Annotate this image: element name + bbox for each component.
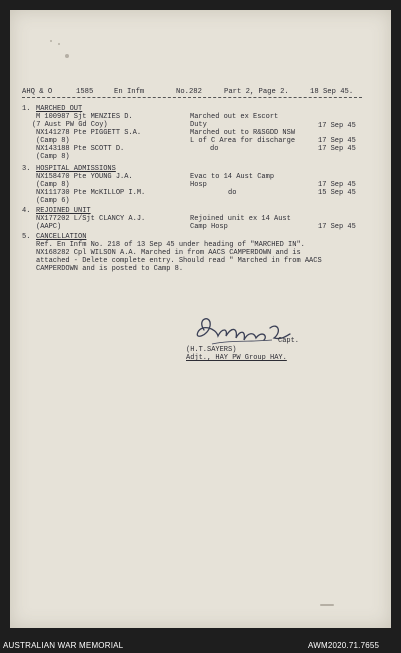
entry-line: (Camp 8) [36, 181, 70, 189]
cancellation-line: NX168282 Cpl WILSON A.A. Marched in from AACS CAMPERDOWN and is [36, 249, 301, 257]
section-title: HOSPITAL ADMISSIONS [36, 165, 116, 173]
header-no: No.282 [176, 88, 202, 96]
paper-mark [58, 43, 60, 45]
entry-detail: Hosp [190, 181, 207, 189]
entry-line: NX158470 Pte YOUNG J.A. [36, 173, 133, 181]
entry-line: NX143188 Pte SCOTT D. [36, 145, 125, 153]
section-number: 3. [22, 165, 31, 173]
entry-detail: Camp Hosp [190, 223, 228, 231]
header-order: AHQ & O [22, 88, 53, 96]
footer-accession-number: AWM2020.71.7655 [308, 641, 380, 650]
entry-detail: Duty [190, 121, 207, 129]
entry-line: (Camp 6) [36, 197, 70, 205]
entry-line: M 100987 Sjt MENZIES D. [36, 113, 133, 121]
signature-rank: Capt. [278, 337, 300, 345]
header-date: 18 Sep 45. [310, 88, 354, 96]
paper-mark [320, 604, 334, 606]
entry-date: 17 Sep 45 [318, 122, 356, 130]
cancellation-line: Ref. En Infm No. 218 of 13 Sep 45 under heading of "MARCHED IN". [36, 241, 305, 249]
section-title: REJOINED UNIT [36, 207, 91, 215]
entry-date: 17 Sep 45 [318, 181, 356, 189]
entry-detail: do [228, 189, 237, 197]
section-number: 5. [22, 233, 31, 241]
cancellation-line: attached - Delete complete entry. Should read " Marched in from AACS [36, 257, 322, 265]
entry-date: 17 Sep 45 [318, 137, 356, 145]
entry-line: NX141278 Pte PIGGETT S.A. [36, 129, 142, 137]
entry-detail: Marched out ex Escort [190, 113, 279, 121]
signature-name: (H.T.SAYERS) [186, 346, 237, 354]
section-number: 1. [22, 105, 31, 113]
paper-mark [65, 54, 69, 58]
entry-date: 15 Sep 45 [318, 189, 356, 197]
signature-title: Adjt., HAY PW Group HAY. [186, 354, 287, 362]
section-title: MARCHED OUT [36, 105, 83, 113]
entry-detail: Evac to 14 Aust Camp [190, 173, 275, 181]
entry-line: (7 Aust PW Gd Coy) [32, 121, 108, 129]
entry-date: 17 Sep 45 [318, 145, 356, 153]
footer-archive-name: AUSTRALIAN WAR MEMORIAL [3, 641, 124, 650]
header-number: 1585 [76, 88, 94, 96]
entry-line: (Camp 8) [36, 153, 70, 161]
header-rule [22, 97, 362, 98]
entry-detail: Rejoined unit ex 14 Aust [190, 215, 291, 223]
header-unit: En Infm [114, 88, 145, 96]
document-page [10, 10, 391, 628]
header-part: Part 2, Page 2. [224, 88, 289, 96]
cancellation-line: CAMPERDOWN and is posted to Camp 8. [36, 265, 184, 273]
entry-detail: Marched out to R&SGDD NSW [190, 129, 296, 137]
entry-line: (AAPC) [36, 223, 62, 231]
entry-line: (Camp 8) [36, 137, 70, 145]
entry-line: NX111730 Pte McKILLOP I.M. [36, 189, 146, 197]
entry-detail: do [210, 145, 219, 153]
entry-line: NX177202 L/Sjt CLANCY A.J. [36, 215, 146, 223]
entry-detail: L of C Area for discharge [190, 137, 296, 145]
section-number: 4. [22, 207, 31, 215]
section-title: CANCELLATION [36, 233, 87, 241]
paper-mark [50, 40, 52, 42]
entry-date: 17 Sep 45 [318, 223, 356, 231]
